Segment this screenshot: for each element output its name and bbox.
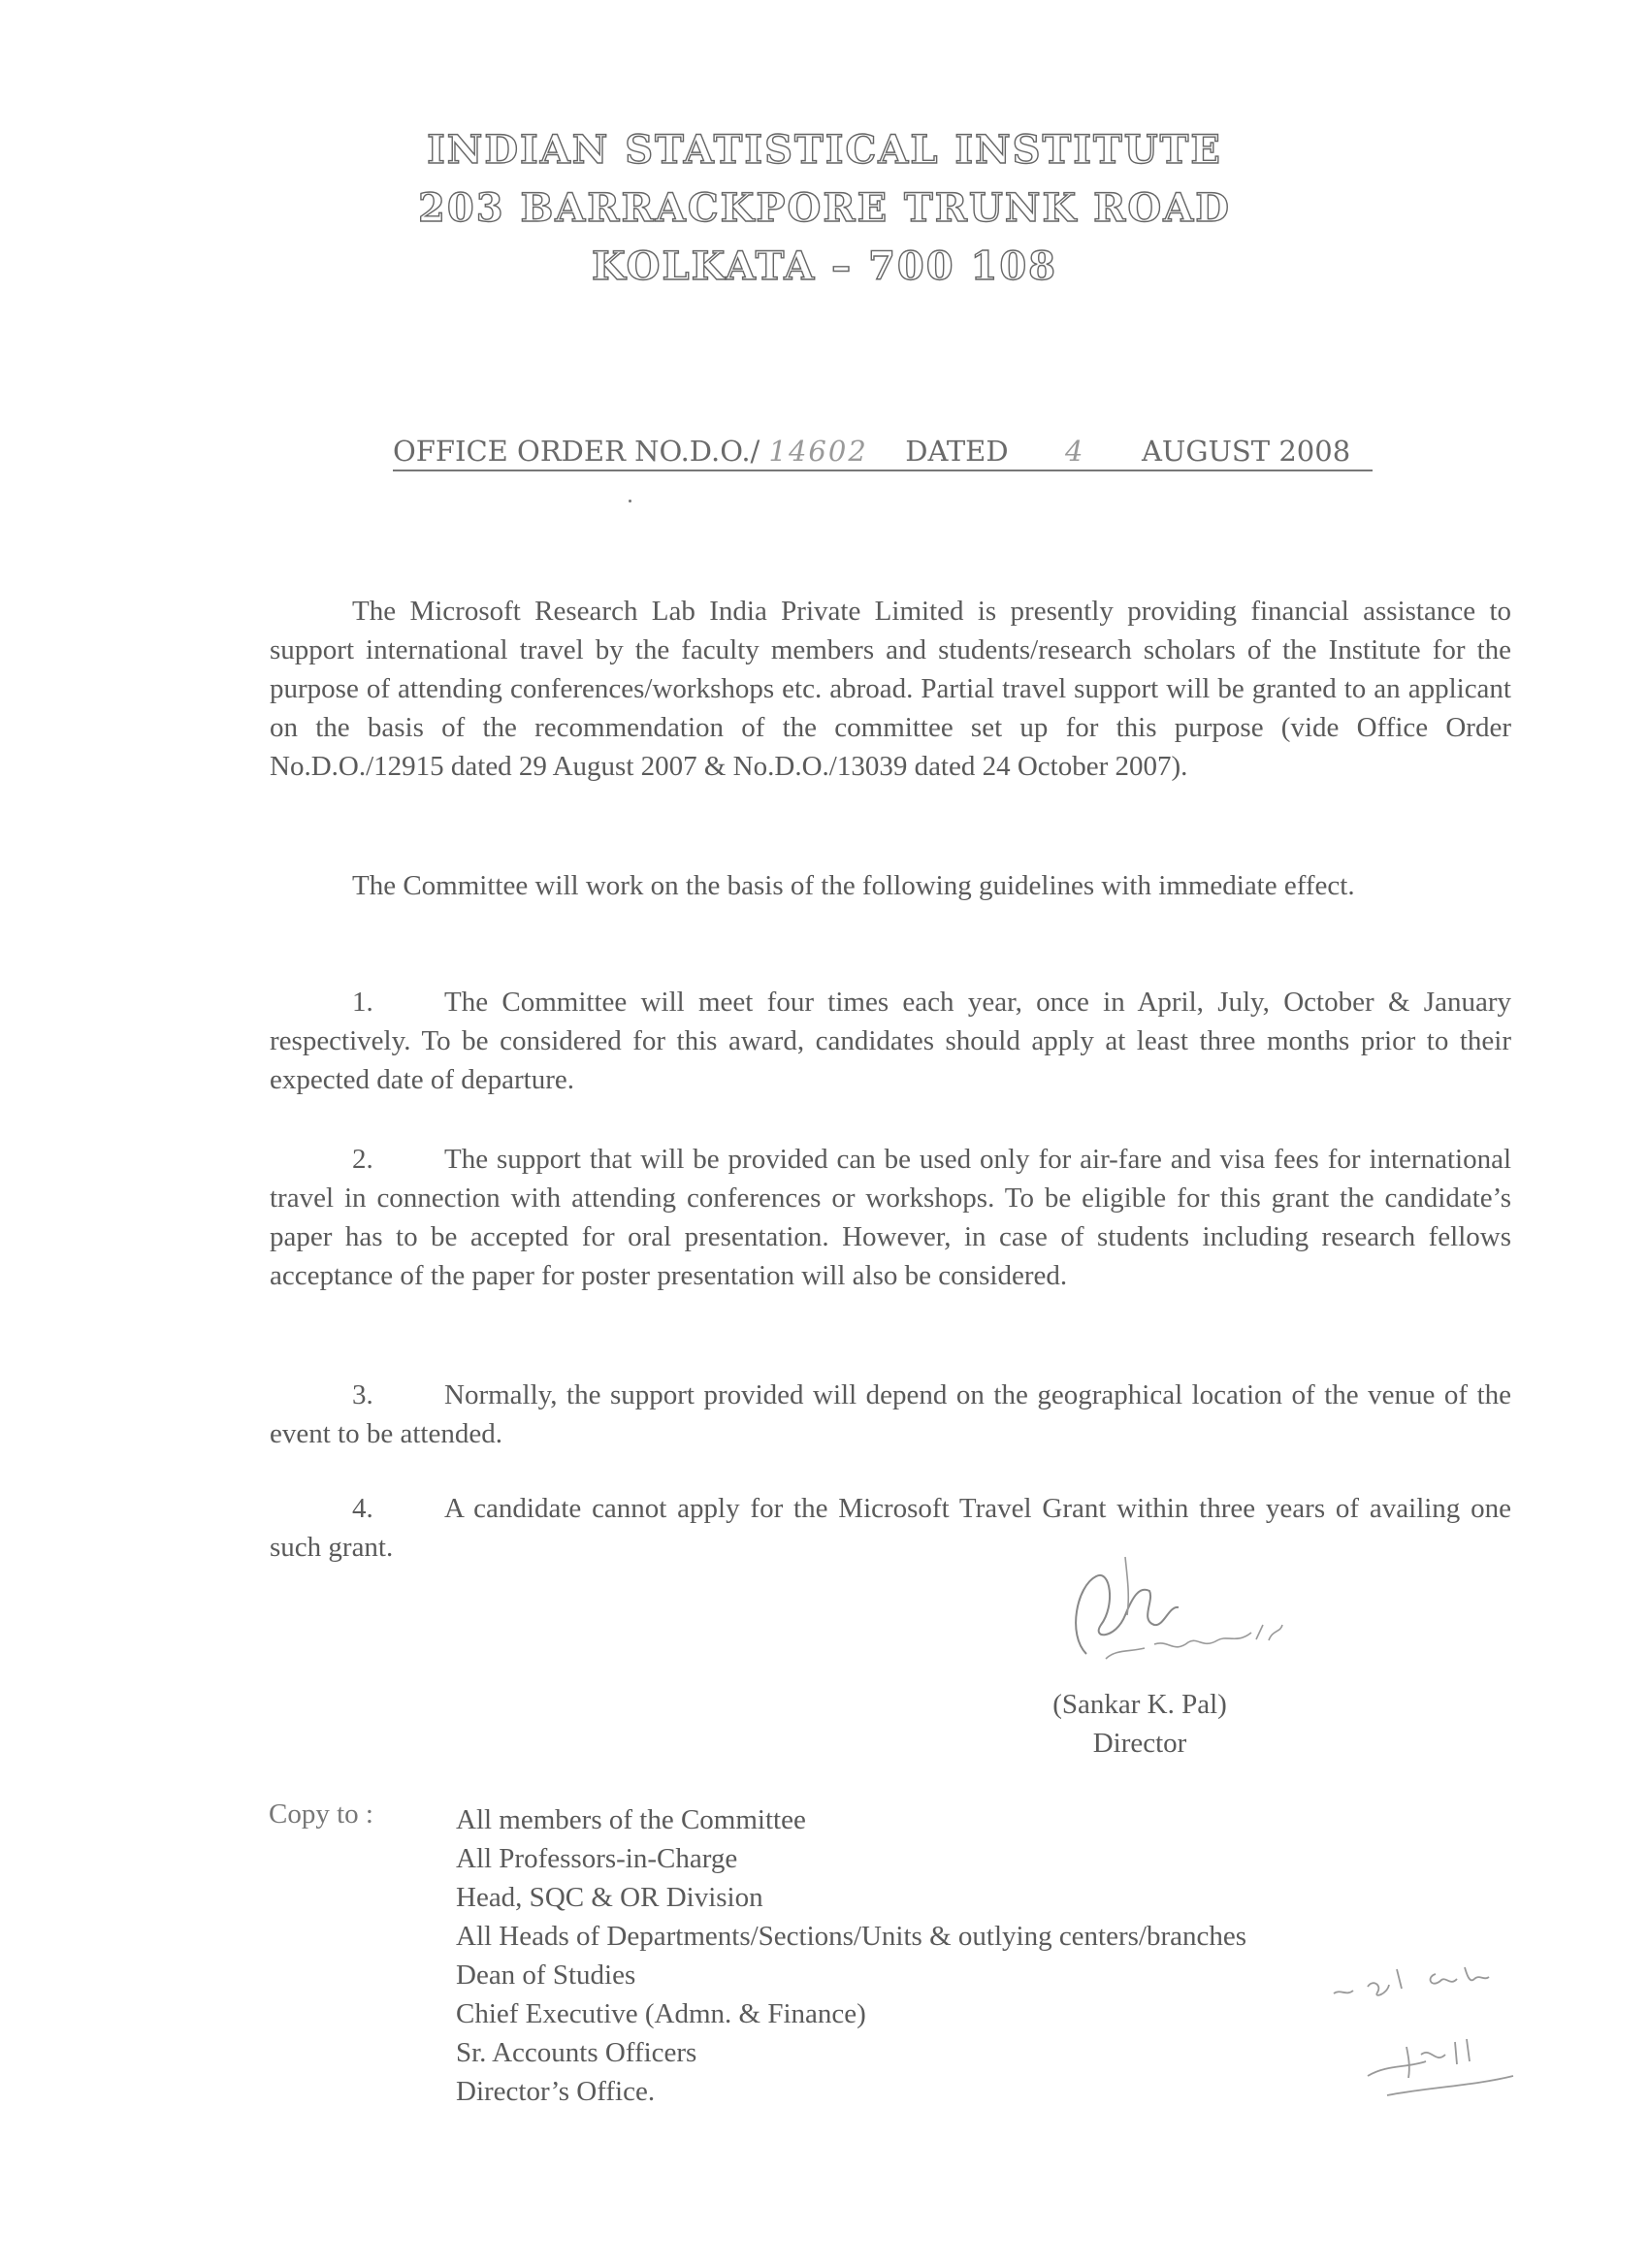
order-number-handwritten: 14602 — [768, 435, 868, 468]
ink-dot — [629, 500, 631, 502]
copy-to-label: Copy to : — [269, 1798, 373, 1830]
guideline-item — [270, 1489, 1511, 1567]
letterhead-institute: INDIAN STATISTICAL INSTITUTE — [427, 127, 1222, 173]
signatory-name: (Sankar K. Pal) — [1052, 1689, 1227, 1720]
guideline-text: Normally, the support provided will depend on the geographical location of the venue of the event to be attended. — [270, 1379, 1511, 1449]
copy-recipient: All Professors-in-Charge — [456, 1843, 738, 1874]
guideline-number: 3. — [352, 1379, 373, 1410]
handwritten-signature — [1057, 1547, 1310, 1673]
order-day-handwritten: 4 — [1065, 435, 1085, 468]
guideline-number: 2. — [352, 1144, 373, 1175]
order-month-year: AUGUST 2008 — [1141, 435, 1351, 468]
handwritten-margin-note — [1329, 1950, 1620, 2105]
guideline-item — [270, 1376, 1511, 1453]
guideline-number: 1. — [352, 987, 373, 1018]
intro-paragraph — [270, 592, 1511, 786]
intro-text: The Microsoft Research Lab India Private Limited is presently providing financial assistance to support international travel by the faculty members and students/research scholars of the Institute for the purpose of attending conferences/workshops etc. abroad. Partial travel support will be granted to an applicant on the basis of the recommendation of the committee set up for this purpose (vide Office Order No.D.O./12915 dated 29 August 2007 & No.D.O./13039 dated 24 October 2007). — [270, 596, 1511, 782]
guidelines-intro-text: The Committee will work on the basis of the following guidelines with immediate effect. — [352, 870, 1355, 901]
copy-recipient: All members of the Committee — [456, 1804, 806, 1835]
guideline-text: A candidate cannot apply for the Microsoft Travel Grant within three years of availing one such grant. — [270, 1493, 1511, 1563]
guideline-item — [270, 983, 1511, 1099]
guideline-text: The support that will be provided can be used only for air-fare and visa fees for international travel in connection with attending conferences or workshops. To be eligible for this grant the candidate’s paper has to be accepted for oral presentation. However, in case of students including research fellows acceptance of the paper for poster presentation will also be considered. — [270, 1144, 1511, 1291]
copy-recipient: Dean of Studies — [456, 1960, 636, 1991]
copy-recipient: Chief Executive (Admn. & Finance) — [456, 1998, 866, 2029]
guidelines-intro — [270, 866, 1511, 905]
guideline-number: 4. — [352, 1493, 373, 1524]
letterhead-address: 203 BARRACKPORE TRUNK ROAD — [418, 185, 1231, 231]
letterhead — [0, 121, 1649, 296]
order-dated-label: DATED — [905, 435, 1009, 468]
signatory-title: Director — [1092, 1728, 1187, 1759]
order-prefix: OFFICE ORDER NO.D.O./ — [393, 435, 760, 468]
copy-recipient: All Heads of Departments/Sections/Units & outlying centers/branches — [456, 1921, 1247, 1952]
signatory-block — [1033, 1685, 1246, 1763]
guideline-item — [270, 1140, 1511, 1295]
letterhead-city: KOLKATA – 700 108 — [591, 243, 1058, 289]
guideline-text: The Committee will meet four times each year, once in April, July, October & January respectively. To be considered for this award, candidates should apply at least three months prior to their expected date of departure. — [270, 987, 1511, 1095]
office-order-line — [393, 435, 1373, 471]
copy-recipient: Sr. Accounts Officers — [456, 2037, 697, 2068]
copy-recipient: Head, SQC & OR Division — [456, 1882, 763, 1913]
copy-recipient: Director’s Office. — [456, 2076, 656, 2107]
copy-to-list — [456, 1800, 1426, 2111]
